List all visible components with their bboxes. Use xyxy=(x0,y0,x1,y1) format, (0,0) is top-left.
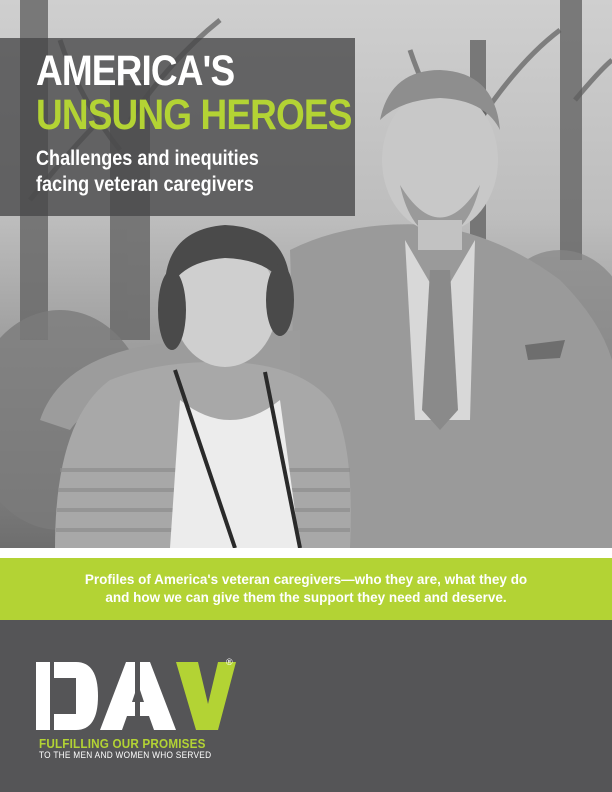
title-line-2: UNSUNG HEROES xyxy=(36,91,352,139)
tagline-line-1: FULFILLING OUR PROMISES xyxy=(39,736,206,751)
band-text-line-2: and how we can give them the support they need and deserve. xyxy=(105,590,507,605)
subtitle-line-2: facing veteran caregivers xyxy=(36,173,254,196)
tagline-line-2: TO THE MEN AND WOMEN WHO SERVED xyxy=(39,750,212,760)
band-text-line-1: Profiles of America's veteran caregivers—who they are, what they do xyxy=(84,572,528,587)
subtitle-line-1: Challenges and inequities xyxy=(36,147,259,170)
white-divider xyxy=(0,548,612,558)
registered-mark: ® xyxy=(226,657,233,667)
dav-logo xyxy=(36,660,236,732)
title-line-1: AMERICA'S xyxy=(36,47,235,95)
subtitle xyxy=(36,146,259,198)
green-band xyxy=(0,558,612,620)
band-text xyxy=(46,571,566,607)
dav-logo-mark xyxy=(36,660,236,732)
